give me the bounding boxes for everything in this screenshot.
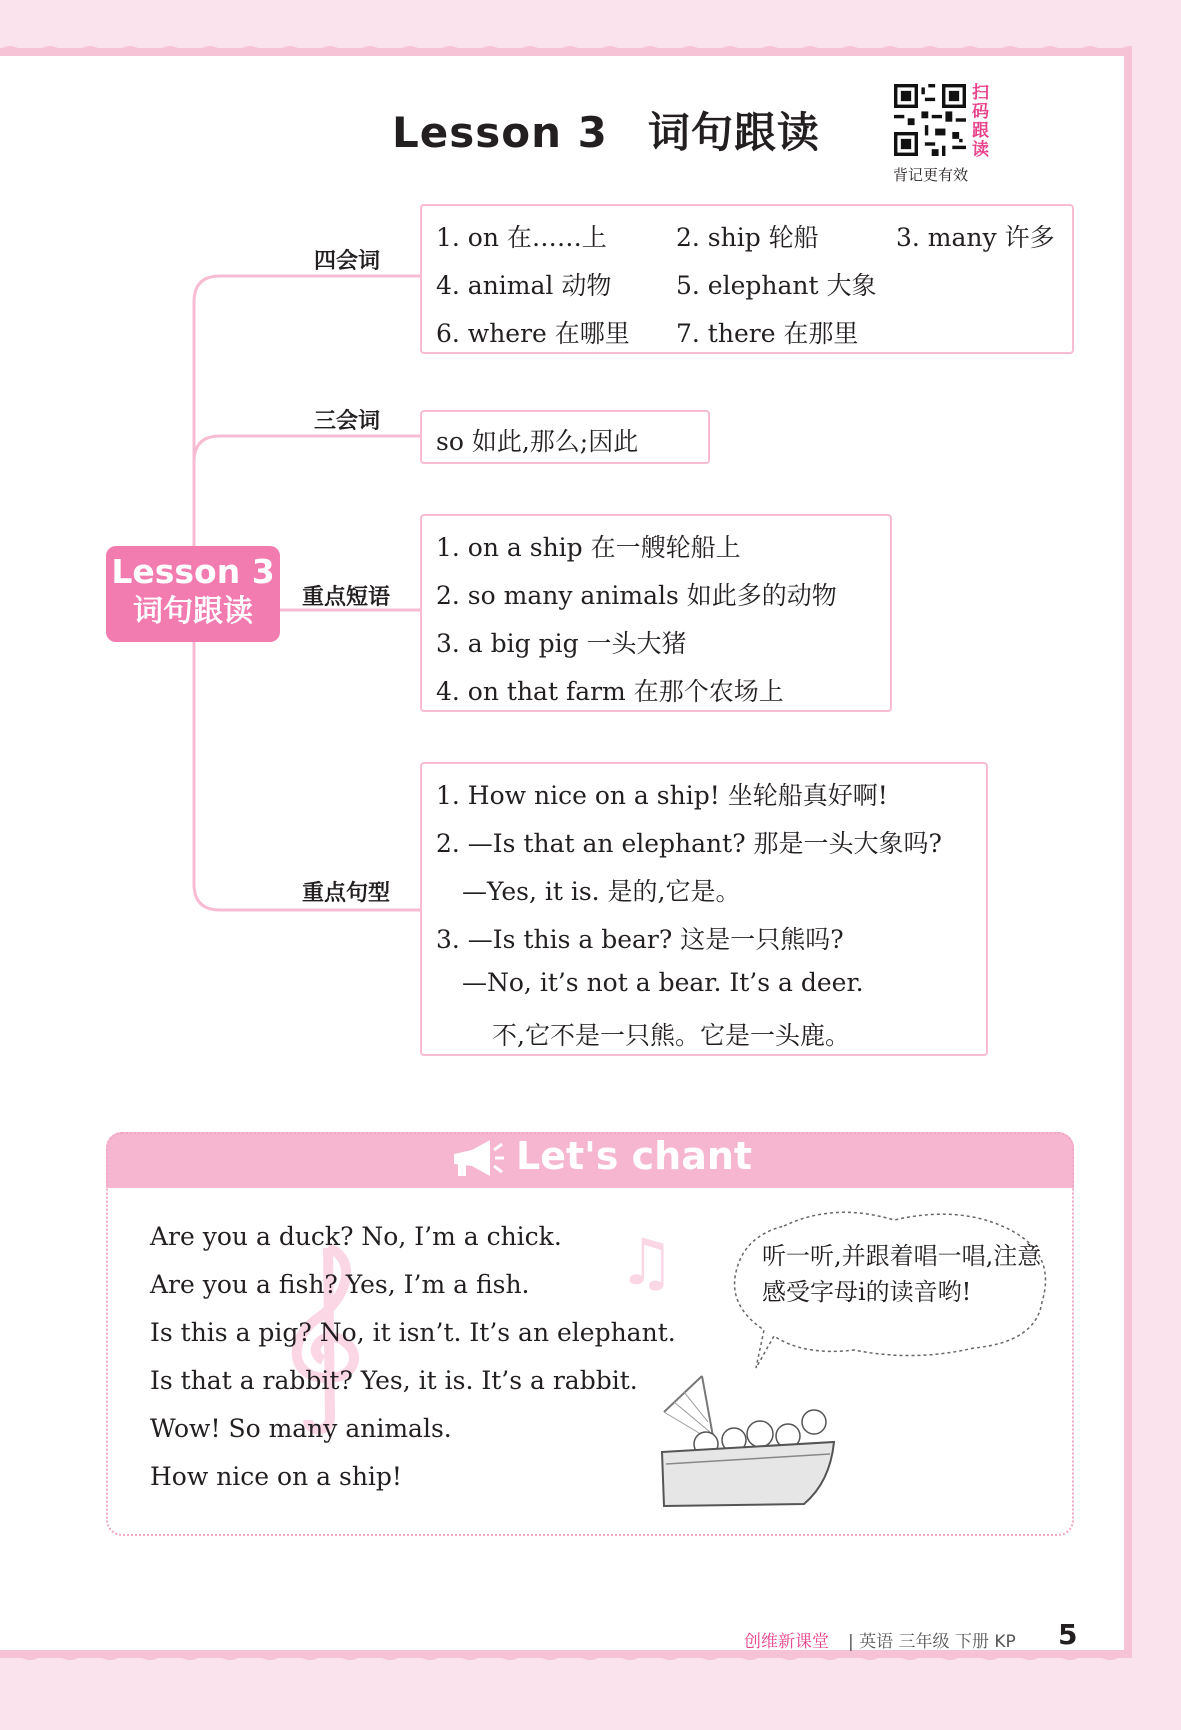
hub-line-2: 词句跟读: [133, 594, 253, 629]
music-note-icon: ♫: [618, 1226, 676, 1300]
word-item: 7. there 在那里: [676, 319, 859, 348]
branch-label-key-phrases: 重点短语: [302, 585, 391, 610]
word-item: 4. animal 动物: [436, 271, 612, 300]
sentence-item: 1. How nice on a ship! 坐轮船真好啊!: [436, 781, 888, 810]
chant-title: Let's chant: [516, 1134, 753, 1178]
word-item: 3. many 许多: [896, 223, 1055, 252]
branch-box-key-sentences: [420, 762, 988, 1056]
chant-line: Is this a pig? No, it isn’t. It’s an elephant.: [150, 1318, 676, 1347]
mind-map-hub: [106, 546, 280, 642]
branch-label-key-sentences: 重点句型: [302, 881, 391, 906]
chant-line: Wow! So many animals.: [150, 1414, 452, 1443]
hub-line-1: Lesson 3: [111, 552, 275, 591]
phrase-item: 3. a big pig 一头大猪: [436, 629, 687, 658]
chant-line: Are you a fish? Yes, I’m a fish.: [150, 1270, 530, 1299]
chant-line: Is that a rabbit? Yes, it is. It’s a rabbit.: [150, 1366, 638, 1395]
word-item: 5. elephant 大象: [676, 271, 877, 300]
phrase-item: 2. so many animals 如此多的动物: [436, 581, 837, 610]
sentence-item: 3. —Is this a bear? 这是一只熊吗?: [436, 925, 844, 954]
footer-book-info: | 英语 三年级 下册 KP: [848, 1632, 1016, 1652]
sentence-item: —Yes, it is. 是的,它是。: [462, 877, 741, 906]
sentence-item: —No, it’s not a bear. It’s a deer.: [462, 968, 864, 997]
speech-bubble-text: 听一听,并跟着唱一唱,注意感受字母i的读音哟!: [762, 1242, 1042, 1306]
phrase-item: 4. on that farm 在那个农场上: [436, 677, 784, 706]
branch-label-four-skill-words: 四会词: [314, 249, 381, 274]
qr-scan-label: 扫码跟读: [972, 83, 989, 160]
page-number: 5: [1058, 1618, 1078, 1651]
megaphone-icon: [448, 1138, 504, 1182]
children-on-ship-illustration: [654, 1372, 854, 1512]
footer-brand: 创维新课堂: [744, 1632, 829, 1652]
word-item: 2. ship 轮船: [676, 223, 819, 252]
branch-box-key-phrases: [420, 514, 892, 712]
phrase-item: 1. on a ship 在一艘轮船上: [436, 533, 741, 562]
sentence-item: 不,它不是一只熊。它是一头鹿。: [492, 1021, 850, 1050]
title-chinese: 词句跟读: [647, 108, 820, 157]
chant-line: How nice on a ship!: [150, 1462, 402, 1491]
word-item: 6. where 在哪里: [436, 319, 630, 348]
chant-line: Are you a duck? No, I’m a chick.: [150, 1222, 562, 1251]
word-item: so 如此,那么;因此: [436, 427, 639, 456]
branch-box-four-skill-words: [420, 204, 1074, 354]
qr-caption: 背记更有效: [893, 166, 969, 184]
word-item: 1. on 在……上: [436, 223, 607, 252]
branch-box-three-skill-words: [420, 410, 710, 464]
lesson-label: Lesson 3: [392, 108, 608, 157]
branch-label-three-skill-words: 三会词: [314, 409, 381, 434]
sentence-item: 2. —Is that an elephant? 那是一头大象吗?: [436, 829, 942, 858]
